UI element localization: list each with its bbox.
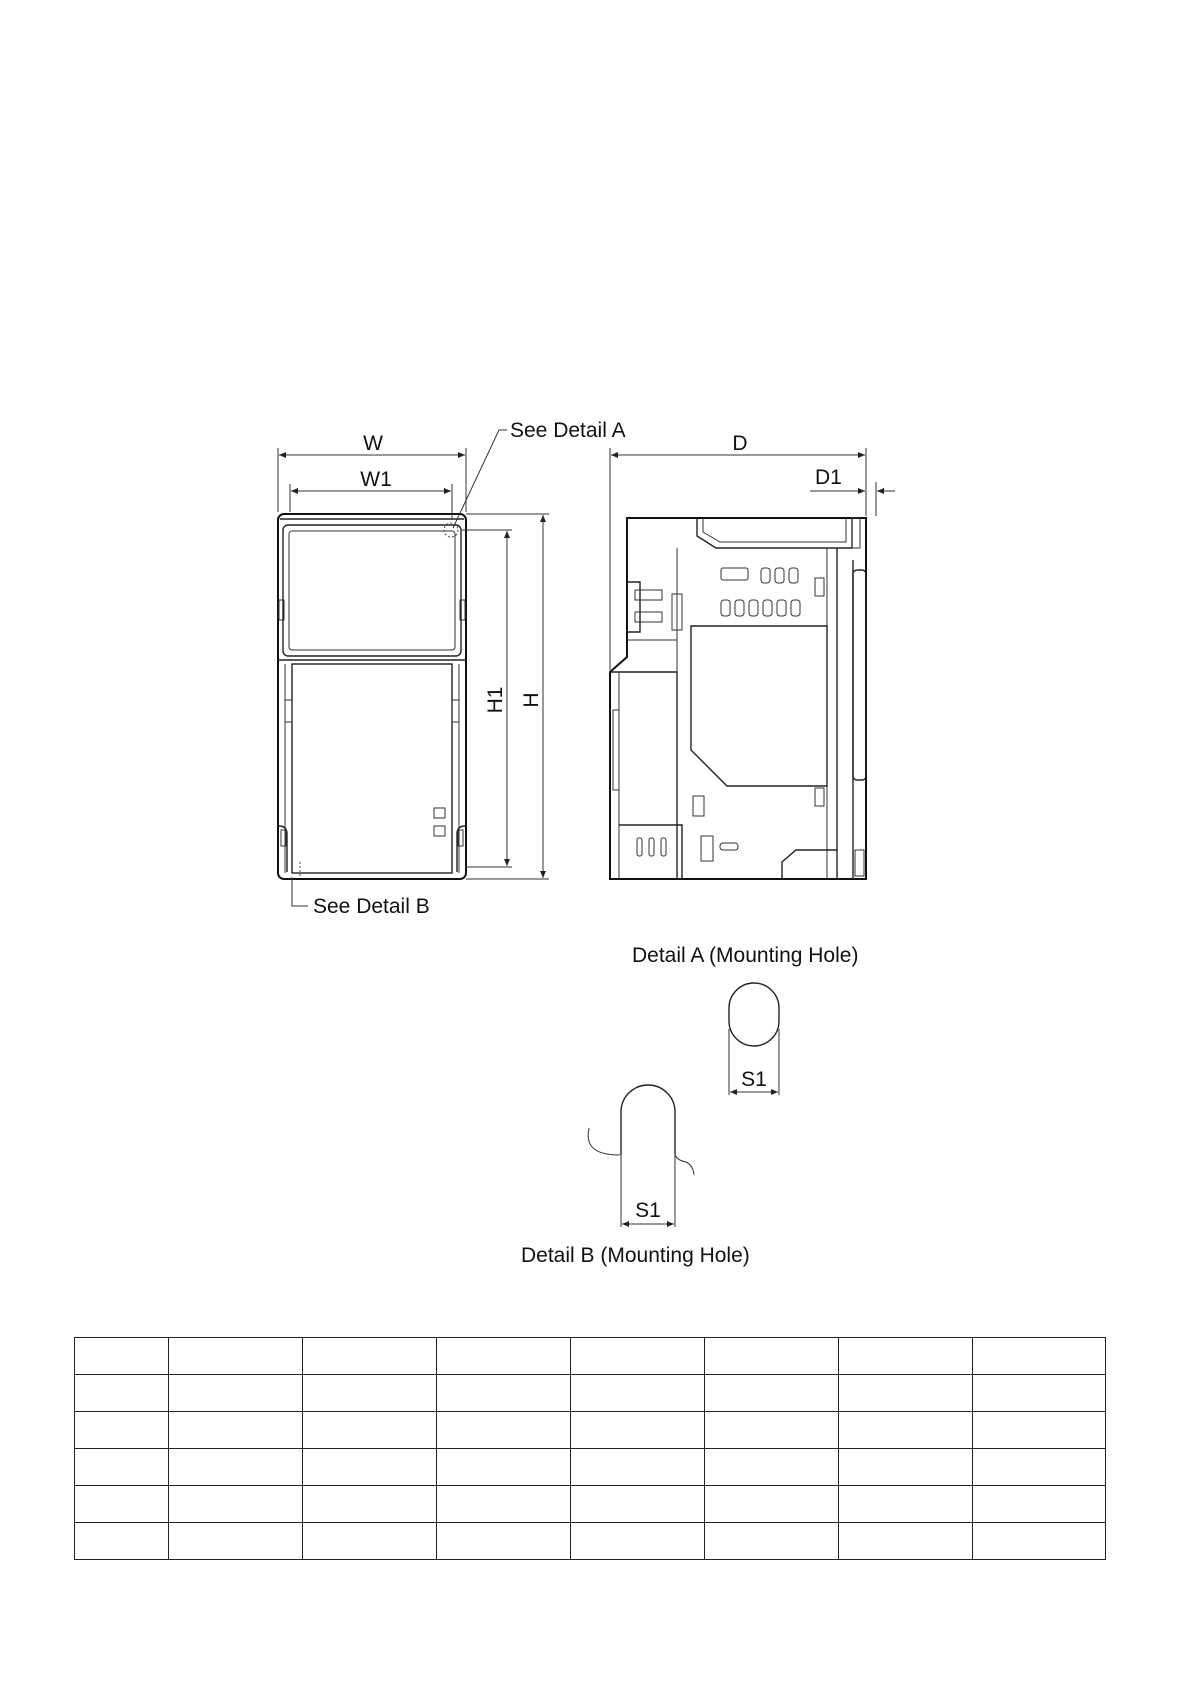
leader-detail-b <box>292 877 430 918</box>
table-cell <box>437 1449 571 1486</box>
detail-a <box>632 944 858 1095</box>
table-cell <box>839 1449 973 1486</box>
table-cell <box>303 1486 437 1523</box>
table-cell <box>571 1338 705 1375</box>
table-cell <box>75 1523 169 1560</box>
table-cell <box>437 1375 571 1412</box>
label-w: W <box>363 432 383 455</box>
table-cell <box>75 1338 169 1375</box>
table-cell <box>705 1375 839 1412</box>
table-cell <box>169 1412 303 1449</box>
table-cell <box>169 1449 303 1486</box>
table-cell <box>437 1486 571 1523</box>
table-row <box>75 1375 1106 1412</box>
detail-b-s1-label: S1 <box>635 1199 661 1222</box>
table-cell <box>973 1338 1106 1375</box>
label-d: D <box>732 432 748 455</box>
label-w1: W1 <box>360 468 392 491</box>
table-cell <box>169 1523 303 1560</box>
table-cell <box>571 1449 705 1486</box>
table-cell <box>75 1449 169 1486</box>
table-cell <box>169 1486 303 1523</box>
table-cell <box>437 1412 571 1449</box>
see-detail-a-label: See Detail A <box>510 419 626 442</box>
table-cell <box>437 1523 571 1560</box>
label-d1: D1 <box>815 466 842 489</box>
table-cell <box>839 1338 973 1375</box>
leader-detail-a <box>453 419 626 528</box>
detail-a-s1-label: S1 <box>741 1068 767 1091</box>
see-detail-b-label: See Detail B <box>313 895 430 918</box>
label-h1: H1 <box>484 686 507 714</box>
table-cell <box>705 1523 839 1560</box>
table-cell <box>303 1375 437 1412</box>
dimensions-table <box>74 1337 1106 1560</box>
table-cell <box>75 1375 169 1412</box>
detail-b-title: Detail B (Mounting Hole) <box>521 1244 750 1267</box>
label-h: H <box>520 692 543 708</box>
table-cell <box>839 1412 973 1449</box>
side-view <box>610 518 866 879</box>
table-cell <box>169 1375 303 1412</box>
dimension-w1 <box>290 468 452 520</box>
table-cell <box>571 1523 705 1560</box>
table-cell <box>839 1523 973 1560</box>
table-cell <box>303 1338 437 1375</box>
table-cell <box>973 1449 1106 1486</box>
table-cell <box>303 1449 437 1486</box>
table-cell <box>571 1412 705 1449</box>
table-row <box>75 1449 1106 1486</box>
table-cell <box>303 1412 437 1449</box>
table-cell <box>705 1486 839 1523</box>
table-cell <box>973 1412 1106 1449</box>
table-cell <box>303 1523 437 1560</box>
table-row <box>75 1338 1106 1375</box>
front-view <box>278 514 466 879</box>
table-cell <box>75 1486 169 1523</box>
table-row <box>75 1486 1106 1523</box>
table-row <box>75 1523 1106 1560</box>
dimension-h1 <box>462 530 512 867</box>
dimension-d1 <box>810 466 895 516</box>
detail-a-title: Detail A (Mounting Hole) <box>632 944 859 967</box>
table-cell <box>571 1375 705 1412</box>
table-cell <box>75 1412 169 1449</box>
table-cell <box>839 1375 973 1412</box>
table-cell <box>973 1375 1106 1412</box>
table-cell <box>973 1523 1106 1560</box>
table-cell <box>571 1486 705 1523</box>
table-row <box>75 1412 1106 1449</box>
table-cell <box>705 1338 839 1375</box>
detail-b <box>521 1085 750 1267</box>
table-cell <box>705 1412 839 1449</box>
table-cell <box>437 1338 571 1375</box>
table-cell <box>973 1486 1106 1523</box>
table-cell <box>169 1338 303 1375</box>
table-cell <box>705 1449 839 1486</box>
table-cell <box>839 1486 973 1523</box>
